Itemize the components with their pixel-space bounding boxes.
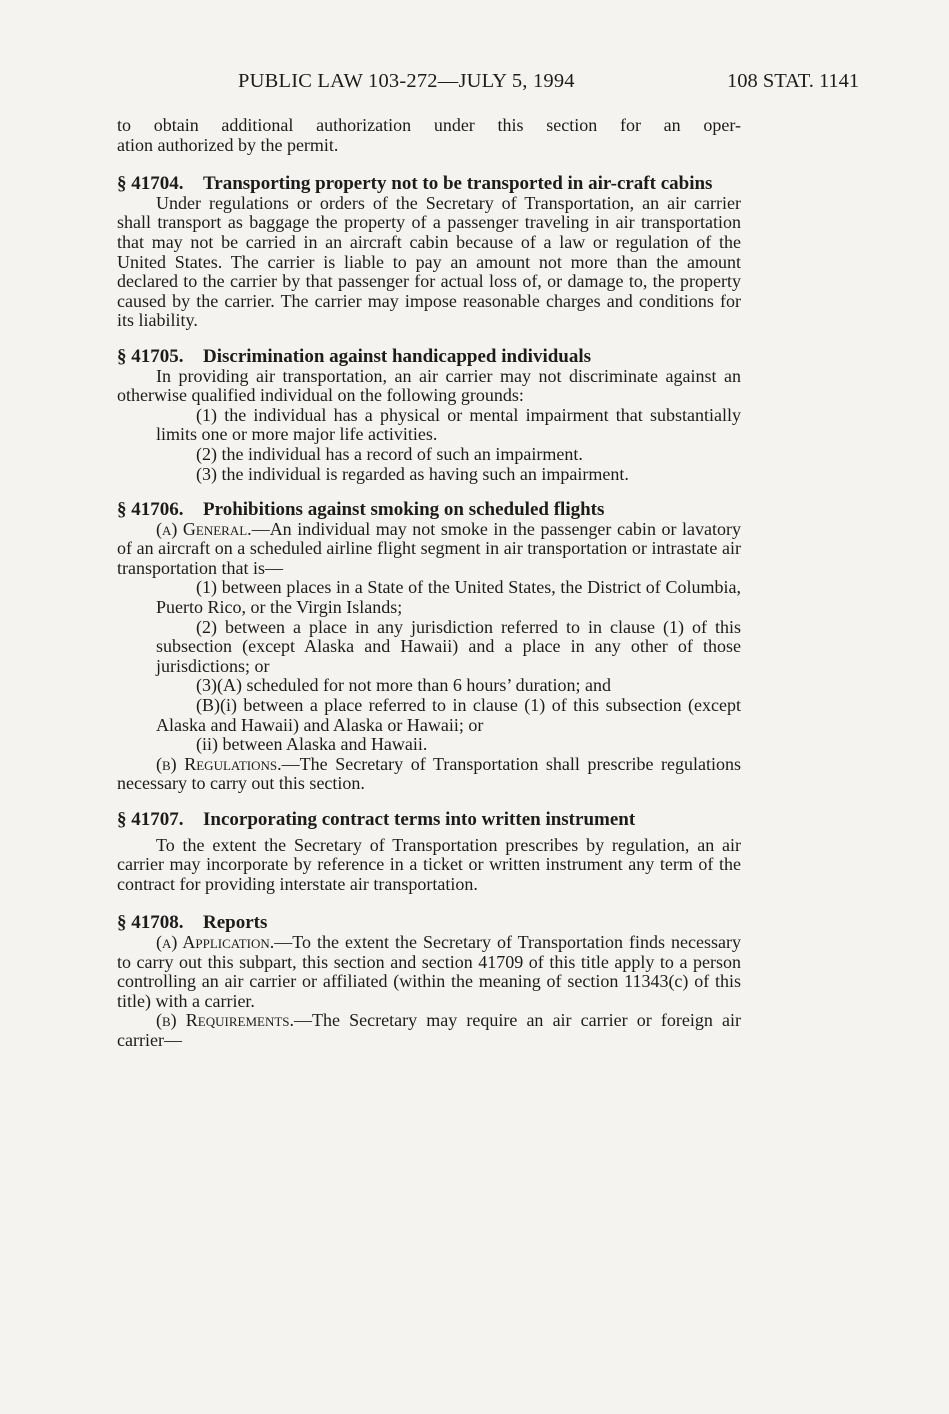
section-41706-heading [117, 500, 741, 520]
section-41706-clause-2: (2) between a place in any jurisdiction referred to in clause (1) of this subsection (except Alaska and Hawaii) and a place in any other of those jurisdictions; or [156, 616, 741, 676]
subsection-text: —The Secretary of Transportation shall prescribe regulations necessary to carry out this section. [117, 753, 742, 794]
section-41706-clause-3b-ii: (ii) between Alaska and Hawaii. [196, 734, 428, 755]
section-41706-clause-3b-i: (B)(i) between a place referred to in clause (1) of this subsection (except Alaska and Hawaii) and Alaska or Hawaii; or [156, 695, 741, 735]
subsection-label: (a) Application. [156, 931, 275, 952]
section-number: § 41706. [117, 499, 184, 521]
section-number: § 41708. [117, 912, 184, 934]
intro-line-1: to obtain additional authorization under this section for an oper- [117, 115, 741, 135]
section-title: Prohibitions against smoking on scheduled flights [203, 499, 605, 521]
section-41708-heading [117, 913, 741, 933]
intro-line-2: ation authorized by the permit. [117, 134, 339, 155]
section-41705-item-2: (2) the individual has a record of such an impairment. [196, 443, 583, 464]
section-41705-item-1: (1) the individual has a physical or mental impairment that substantially limits one or more major life activities. [156, 404, 741, 445]
section-41704-heading [117, 174, 859, 194]
section-41707-body: To the extent the Secretary of Transportation prescribes by regulation, an air carrier may incorporate by reference in a ticket or written instrument any term of the contract for providing interstate air transportation. [117, 834, 741, 894]
running-title: PUBLIC LAW 103-272—JULY 5, 1994 [238, 70, 575, 92]
subsection-text: —The Secretary may require an air carrier or foreign air carrier— [117, 1010, 741, 1050]
subsection-label: (a) General. [156, 518, 252, 539]
section-41706-subsection-b [117, 755, 741, 794]
section-41706-subsection-a [117, 520, 741, 579]
section-41706-clause-3a: (3)(A) scheduled for not more than 6 hours’ duration; and [196, 675, 612, 696]
section-41705-lead: In providing air transportation, an air carrier may not discriminate against an otherwise qualified individual on the following grounds: [117, 365, 741, 406]
section-41705-item-3: (3) the individual is regarded as having such an impairment. [196, 463, 629, 484]
section-41708-subsection-a [117, 933, 741, 1011]
statute-page-reference: 108 STAT. 1141 [727, 70, 860, 92]
section-41706-clause-1: (1) between places in a State of the United States, the District of Columbia, Puerto Rico, or the Virgin Islands; [156, 577, 741, 618]
section-title: Discrimination against handicapped individuals [203, 345, 592, 367]
subsection-label: (b) Regulations. [156, 753, 282, 774]
subsection-label: (b) Requirements. [156, 1010, 295, 1031]
section-number: § 41705. [117, 345, 184, 367]
section-title: Reports [203, 912, 268, 934]
section-title: Incorporating contract terms into written instrument [203, 809, 636, 830]
subsection-text: —An individual may not smoke in the passenger cabin or lavatory of an aircraft on a scheduled airline flight segment in air transportation or intrastate air transportation that is— [117, 518, 741, 578]
page-header [0, 70, 949, 100]
section-41704-body: Under regulations or orders of the Secretary of Transportation, an air carrier shall transport as baggage the property of a passenger traveling in air transportation that may not be carried in an aircraft cabin because of a law or regulation of the United States. The carrier is liable to pay an amount not more than the amount declared to the carrier by that passenger for actual loss of, or damage to, the property caused by the carrier. The carrier may impose reasonable charges and conditions for its liability. [117, 192, 741, 331]
section-41707-heading [117, 810, 741, 830]
section-41705-heading [117, 347, 741, 367]
section-41708-subsection-b [117, 1011, 741, 1050]
section-title: Transporting property not to be transported in air-craft cabins [203, 173, 713, 195]
subsection-text: —To the extent the Secretary of Transportation finds necessary to carry out this subpart, this section and section 41709 of this title apply to a person controlling an air carrier or affiliated (within the meaning of section 11343(c) of this title) with a carrier. [117, 931, 742, 1011]
section-number: § 41704. [117, 173, 184, 195]
section-number: § 41707. [117, 809, 184, 830]
page-body [117, 116, 741, 1051]
